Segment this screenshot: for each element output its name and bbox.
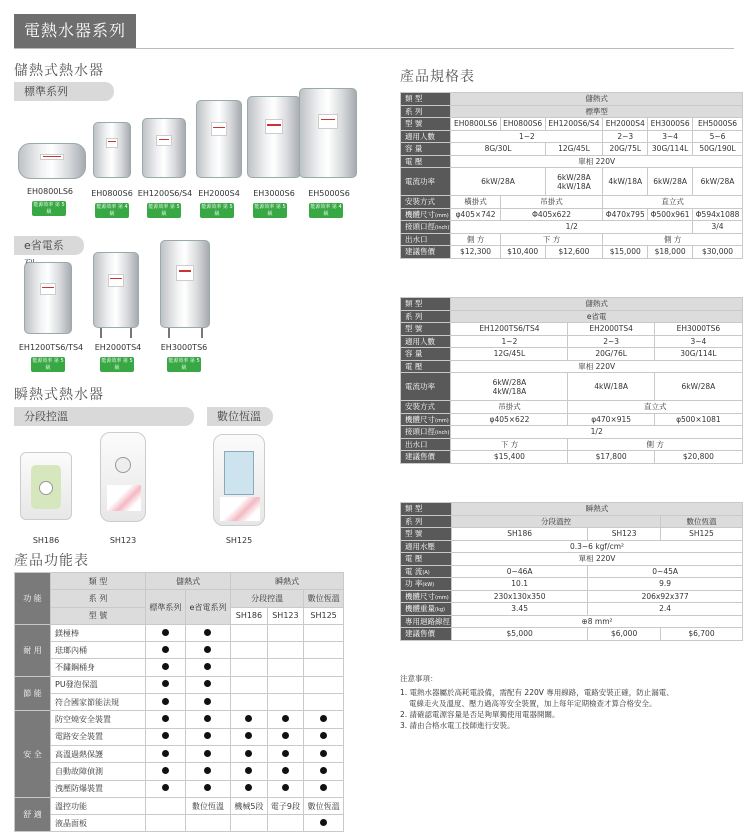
value-cell: 3.45: [452, 603, 588, 616]
value-cell: 206x92x377: [588, 590, 743, 603]
header-cell: 瞬熱式: [231, 573, 344, 590]
energy-badge: 能源效率 第 5 級: [148, 204, 180, 217]
row-label: 建議售價: [401, 628, 452, 641]
value-cell: 4kW/18A: [568, 373, 654, 401]
row-label: 適用水壓: [401, 540, 452, 553]
check-dot: [204, 784, 211, 791]
value-cell: e省電: [451, 310, 743, 323]
value-cell: 5~6: [693, 130, 743, 143]
energy-badge: 能源效率 第 5 級: [101, 358, 133, 371]
feature-label: 高溫過熱保護: [51, 745, 146, 762]
feature-label: 液晶面板: [51, 815, 146, 832]
energy-badge: 能源效率 第 5 級: [33, 202, 65, 215]
price-cell: $12,600: [545, 246, 603, 259]
row-label: 電 壓: [401, 360, 451, 373]
value-cell: 230x130x350: [452, 590, 588, 603]
model-name: EH1200S6/S4: [137, 189, 193, 198]
price-cell: $5,000: [452, 628, 588, 641]
row-label: 出水口: [401, 438, 451, 451]
row-label: 電 壓: [401, 155, 451, 168]
value-cell: 2.4: [588, 603, 743, 616]
row-label: 類 型: [401, 93, 451, 106]
check-dot: [162, 767, 169, 774]
check-dot: [162, 663, 169, 670]
row-label: 建議售價: [401, 246, 451, 259]
model-name: EH3000S6: [253, 189, 295, 198]
header-cell: 數位恆溫: [304, 590, 344, 607]
value-cell: 4kW/18A: [603, 168, 648, 196]
value-cell: Φ405x622: [500, 208, 603, 221]
value-cell: 1/2: [451, 221, 693, 234]
water-heater-image: [213, 434, 265, 526]
value-cell: 30G/114L: [654, 348, 742, 361]
header-cell: 類 型: [51, 573, 146, 590]
value-cell: 橫掛式: [451, 196, 500, 209]
row-label: 機體重量(kg): [401, 603, 452, 616]
value-cell: 電子9段: [267, 797, 303, 814]
row-label: 型 號: [401, 118, 451, 131]
eco-series-label: e省電系: [14, 236, 84, 255]
check-dot: [162, 680, 169, 687]
value-cell: 分段溫控: [452, 515, 661, 528]
value-cell: EH5000S6: [693, 118, 743, 131]
row-label: 類 型: [401, 503, 452, 516]
row-label: 類 型: [401, 298, 451, 311]
heater-image: [160, 240, 210, 328]
energy-badge: 能源效率 第 4 級: [96, 204, 128, 217]
header-cell: 標準系列: [146, 590, 186, 625]
group-label: 耐 用: [15, 624, 51, 676]
group-label: 功 能: [15, 573, 51, 625]
row-label: 系 列: [401, 310, 451, 323]
row-label: 適用人數: [401, 130, 451, 143]
feature-label: 鎂極棒: [51, 624, 146, 641]
price-cell: $15,000: [603, 246, 648, 259]
value-cell: EH3000TS6: [654, 323, 742, 336]
value-cell: 6kW/28A 4kW/18A: [545, 168, 603, 196]
model-name: SH123: [109, 536, 137, 545]
note-line: 1. 電熱水器屬於高耗電設備，需配有 220V 專用線路，電路安裝正確，防止漏電、: [400, 688, 674, 697]
check-dot: [320, 715, 327, 722]
header-cell: 型 號: [51, 607, 146, 624]
value-cell: EH1200S6/S4: [545, 118, 603, 131]
value-cell: EH2000TS4: [568, 323, 654, 336]
value-cell: 儲熱式: [451, 298, 743, 311]
heater-image: [93, 252, 139, 328]
header-cell: 系 列: [51, 590, 146, 607]
value-cell: 標準型: [451, 105, 743, 118]
water-heater-image: [100, 432, 146, 522]
row-label: 接頭口徑(inch): [401, 221, 451, 234]
price-cell: $12,300: [451, 246, 500, 259]
row-label: 適用人數: [401, 335, 451, 348]
group-label: 舒 適: [15, 797, 51, 832]
check-dot: [162, 715, 169, 722]
row-label: 容 量: [401, 143, 451, 156]
row-label: 電流功率: [401, 168, 451, 196]
price-cell: $6,000: [588, 628, 661, 641]
energy-badge: 能源效率 第 5 級: [168, 358, 200, 371]
value-cell: 3~4: [654, 335, 742, 348]
feature-label: 自動故障偵測: [51, 763, 146, 780]
energy-badge: 能源效率 第 5 級: [254, 204, 286, 217]
value-cell: SH125: [660, 528, 742, 541]
row-label: 安裝方式: [401, 401, 451, 414]
heater-image: [299, 88, 357, 178]
value-cell: 6kW/28A: [451, 168, 545, 196]
value-cell: 2~3: [603, 130, 648, 143]
price-cell: $18,000: [648, 246, 693, 259]
value-cell: 吊掛式: [451, 401, 568, 414]
notes: [400, 673, 740, 731]
value-cell: 直立式: [603, 196, 743, 209]
value-cell: ⊕8 mm²: [452, 615, 743, 628]
check-dot: [245, 750, 252, 757]
check-dot: [162, 698, 169, 705]
value-cell: EH3000S6: [648, 118, 693, 131]
header-cell: 儲熱式: [146, 573, 231, 590]
feature-label: 不鏽鋼桶身: [51, 659, 146, 676]
row-label: 型 號: [401, 528, 452, 541]
header-cell: 分段控溫: [231, 590, 304, 607]
value-cell: 30G/114L: [648, 143, 693, 156]
value-cell: 數位恆溫: [185, 797, 230, 814]
check-dot: [204, 715, 211, 722]
spec-table-instant: [400, 502, 743, 641]
row-label: 機體尺寸(mm): [401, 208, 451, 221]
value-cell: 20G/76L: [568, 348, 654, 361]
value-cell: 6kW/28A: [648, 168, 693, 196]
check-dot: [282, 715, 289, 722]
value-cell: EH0800LS6: [451, 118, 500, 131]
value-cell: 6kW/28A: [654, 373, 742, 401]
value-cell: Φ470x795: [603, 208, 648, 221]
heater-image: [196, 100, 242, 178]
feature-label: 溫控功能: [51, 797, 146, 814]
value-cell: 12G/45L: [545, 143, 603, 156]
feature-label: 符合國家節能法規: [51, 694, 146, 711]
value-cell: 9.9: [588, 578, 743, 591]
price-cell: $15,400: [451, 451, 568, 464]
value-cell: 側 方: [603, 233, 743, 246]
check-dot: [162, 750, 169, 757]
price-cell: $10,400: [500, 246, 545, 259]
value-cell: 10.1: [452, 578, 588, 591]
storage-title: 儲熱式熱水器: [14, 63, 104, 79]
header-cell: SH125: [304, 607, 344, 624]
value-cell: EH1200TS6/TS4: [451, 323, 568, 336]
value-cell: 3~4: [648, 130, 693, 143]
value-cell: 吊掛式: [500, 196, 603, 209]
check-dot: [282, 784, 289, 791]
check-dot: [204, 750, 211, 757]
row-label: 電 壓: [401, 553, 452, 566]
value-cell: 單相 220V: [451, 155, 743, 168]
row-label: 型 號: [401, 323, 451, 336]
row-label: 接頭口徑(inch): [401, 426, 451, 439]
row-label: 機體尺寸(mm): [401, 413, 451, 426]
price-cell: $17,800: [568, 451, 654, 464]
value-cell: φ405×742: [451, 208, 500, 221]
check-dot: [320, 784, 327, 791]
check-dot: [320, 732, 327, 739]
value-cell: 直立式: [568, 401, 743, 414]
spec-title: 產品規格表: [400, 69, 475, 85]
check-dot: [282, 750, 289, 757]
func-title: 產品功能表: [14, 553, 89, 569]
value-cell: 8G/30L: [451, 143, 545, 156]
model-name: EH0800S6: [91, 189, 133, 198]
value-cell: 1/2: [451, 426, 743, 439]
feature-label: 防空燒安全裝置: [51, 711, 146, 728]
row-label: 專用迴路線徑: [401, 615, 452, 628]
row-label: 安裝方式: [401, 196, 451, 209]
check-dot: [245, 767, 252, 774]
row-label: 出水口: [401, 233, 451, 246]
model-name: SH125: [225, 536, 253, 545]
value-cell: EH0800S6: [500, 118, 545, 131]
group-label: 節 能: [15, 676, 51, 711]
row-label: 建議售價: [401, 451, 451, 464]
value-cell: 數位恆溫: [660, 515, 742, 528]
check-dot: [320, 767, 327, 774]
note-line: 電線走火及溫度、壓力過高等安全裝置，加上每年定期檢查才算合格安全。: [409, 699, 657, 708]
row-label: 系 列: [401, 515, 452, 528]
page-title: 電熱水器系列: [14, 14, 136, 48]
model-name: EH3000TS6: [160, 343, 208, 352]
heater-image: [247, 96, 301, 178]
group-label: 安 全: [15, 711, 51, 797]
spec-table-standard: [400, 92, 743, 259]
check-dot: [245, 732, 252, 739]
value-cell: 下 方: [500, 233, 603, 246]
value-cell: 側 方: [568, 438, 743, 451]
value-cell: 單相 220V: [452, 553, 743, 566]
value-cell: Φ594x1088: [693, 208, 743, 221]
check-dot: [162, 646, 169, 653]
value-cell: 50G/190L: [693, 143, 743, 156]
heater-image: [93, 122, 131, 178]
row-label: 功 率(kW): [401, 578, 452, 591]
heater-image: [18, 143, 86, 179]
check-dot: [162, 629, 169, 636]
check-dot: [204, 767, 211, 774]
check-dot: [204, 646, 211, 653]
value-cell: 數位恆溫: [304, 797, 344, 814]
value-cell: φ500×1081: [654, 413, 742, 426]
model-name: EH1200TS6/TS4: [18, 343, 84, 352]
value-cell: SH123: [588, 528, 661, 541]
check-dot: [282, 732, 289, 739]
value-cell: 0~45A: [588, 565, 743, 578]
digital-label: 數位恆溫: [207, 407, 273, 426]
row-label: 電流功率: [401, 373, 451, 401]
title-divider: [14, 48, 734, 49]
header-cell: SH186: [231, 607, 267, 624]
value-cell: 6kW/28A 4kW/18A: [451, 373, 568, 401]
value-cell: 機械5段: [231, 797, 267, 814]
model-name: EH5000S6: [308, 189, 350, 198]
value-cell: 1~2: [451, 130, 603, 143]
model-name: SH186: [32, 536, 60, 545]
value-cell: 6kW/28A: [693, 168, 743, 196]
energy-badge: 能源效率 第 5 級: [32, 358, 64, 371]
segment-label: 分段控溫: [14, 407, 194, 426]
value-cell: SH186: [452, 528, 588, 541]
value-cell: 1~2: [451, 335, 568, 348]
value-cell: 12G/45L: [451, 348, 568, 361]
energy-badge: 能源效率 第 4 級: [310, 204, 342, 217]
value-cell: 下 方: [451, 438, 568, 451]
model-name: EH2000TS4: [94, 343, 142, 352]
check-dot: [162, 732, 169, 739]
check-dot: [245, 715, 252, 722]
price-cell: $6,700: [660, 628, 742, 641]
check-dot: [204, 663, 211, 670]
value-cell: 20G/75L: [603, 143, 648, 156]
check-dot: [282, 767, 289, 774]
heater-image: [142, 118, 186, 178]
model-name: EH0800LS6: [26, 187, 74, 196]
row-label: 系 列: [401, 105, 451, 118]
value-cell: 2~3: [568, 335, 654, 348]
check-dot: [320, 750, 327, 757]
value-cell: 0~46A: [452, 565, 588, 578]
check-dot: [162, 784, 169, 791]
value-cell: Φ500x961: [648, 208, 693, 221]
check-dot: [245, 784, 252, 791]
row-label: 電 流(A): [401, 565, 452, 578]
value-cell: 側 方: [451, 233, 500, 246]
header-cell: SH123: [267, 607, 303, 624]
instant-title: 瞬熱式熱水器: [14, 387, 104, 403]
energy-badge: 能源效率 第 5 級: [201, 204, 233, 217]
price-cell: $30,000: [693, 246, 743, 259]
note-line: 3. 請由合格水電工技師進行安裝。: [400, 721, 515, 730]
feature-label: 琺瑯內桶: [51, 642, 146, 659]
feature-label: 洩壓防爆裝置: [51, 780, 146, 797]
value-cell: 瞬熱式: [452, 503, 743, 516]
value-cell: φ405×622: [451, 413, 568, 426]
value-cell: EH2000S4: [603, 118, 648, 131]
row-label: 機體尺寸(mm): [401, 590, 452, 603]
notes-title: 注意事項：: [400, 674, 438, 683]
value-cell: 儲熱式: [451, 93, 743, 106]
check-dot: [204, 698, 211, 705]
header-cell: e省電系列: [185, 590, 230, 625]
value-cell: 3/4: [693, 221, 743, 234]
value-cell: 0.3~6 kgf/cm²: [452, 540, 743, 553]
value-cell: 單相 220V: [451, 360, 743, 373]
price-cell: $20,800: [654, 451, 742, 464]
check-dot: [204, 680, 211, 687]
check-dot: [204, 629, 211, 636]
check-dot: [204, 732, 211, 739]
check-dot: [320, 819, 327, 826]
standard-series-label: 標準系列: [14, 82, 114, 101]
model-name: EH2000S4: [198, 189, 240, 198]
spec-table-eco: [400, 297, 743, 464]
feature-label: 電路安全裝置: [51, 728, 146, 745]
function-table: [14, 572, 344, 832]
note-line: 2. 請確認電源容量是否足夠單獨使用電器開關。: [400, 710, 560, 719]
heater-image: [24, 262, 72, 334]
value-cell: φ470×915: [568, 413, 654, 426]
feature-label: PU發泡保溫: [51, 676, 146, 693]
row-label: 容 量: [401, 348, 451, 361]
water-heater-image: [20, 452, 72, 520]
